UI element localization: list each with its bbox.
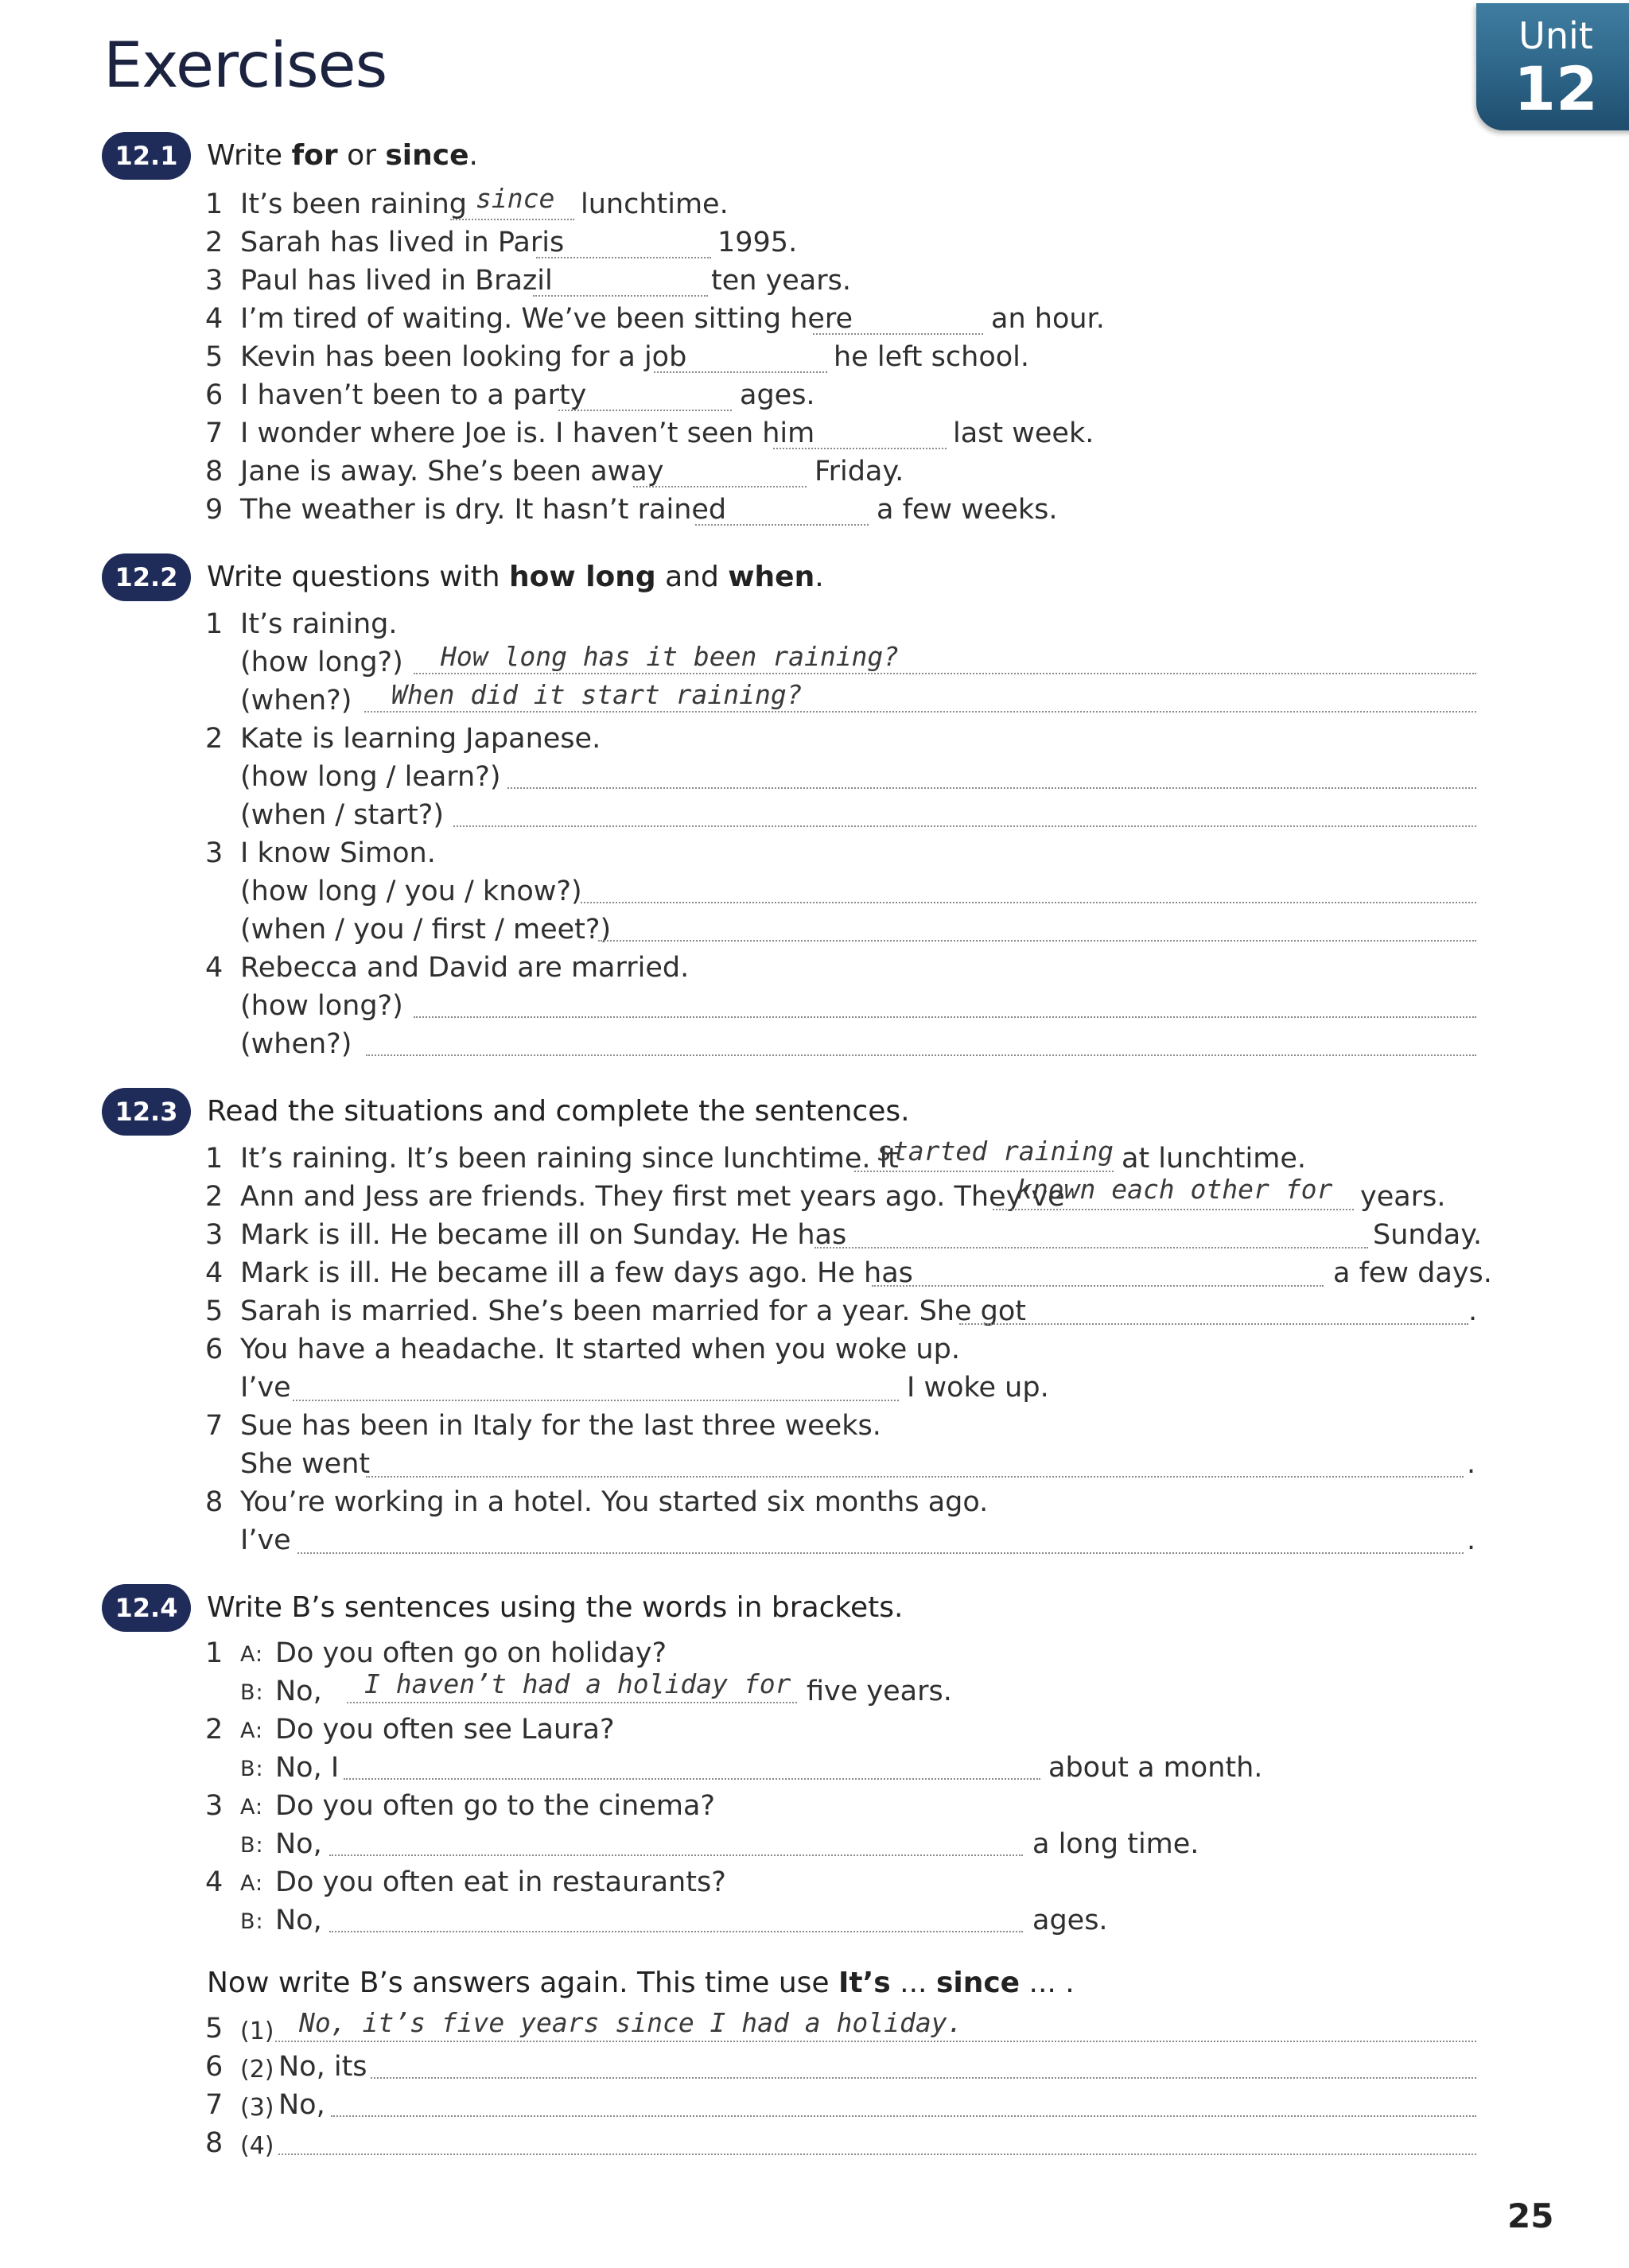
question-prompt: (when / you / first / meet?) bbox=[240, 914, 612, 946]
answer-blank[interactable] bbox=[275, 2041, 1476, 2042]
item-text: 1995. bbox=[717, 227, 798, 258]
answer-blank[interactable] bbox=[533, 295, 708, 297]
dialogue-b: a long time. bbox=[1032, 1828, 1199, 1860]
item-statement: Kate is learning Japanese. bbox=[240, 723, 601, 755]
sub-instruction: Now write B’s answers again. This time use It’s ... since ... . bbox=[207, 1967, 1075, 1999]
handwritten-answer: I haven’t had a holiday for bbox=[364, 1668, 791, 1699]
item-text: years. bbox=[1360, 1181, 1446, 1213]
item-text: . bbox=[1468, 1295, 1478, 1327]
dialogue-b: five years. bbox=[807, 1676, 952, 1707]
item-text: You have a headache. It started when you woke up. bbox=[240, 1334, 960, 1365]
item-text: I woke up. bbox=[907, 1372, 1049, 1404]
item-text: I’ve bbox=[240, 1524, 291, 1556]
answer-blank[interactable] bbox=[364, 711, 1476, 713]
exercise-instruction: Write B’s sentences using the words in brackets. bbox=[207, 1591, 904, 1624]
answer-blank[interactable] bbox=[598, 940, 1476, 942]
answer-blank[interactable] bbox=[366, 1476, 1464, 1478]
answer-blank[interactable] bbox=[366, 1054, 1476, 1056]
item-number: 4 bbox=[205, 303, 224, 335]
answer-blank[interactable] bbox=[329, 1931, 1023, 1932]
item-number: 9 bbox=[205, 494, 224, 526]
answer-blank[interactable] bbox=[453, 825, 1476, 827]
dialogue-b: No, bbox=[275, 1676, 322, 1707]
page-title: Exercises bbox=[103, 30, 387, 102]
handwritten-answer: started raining bbox=[877, 1136, 1114, 1167]
speaker-b: B: bbox=[240, 1909, 264, 1934]
dialogue-b: about a month. bbox=[1048, 1752, 1263, 1784]
item-text: Friday. bbox=[814, 456, 904, 487]
question-prompt: (how long?) bbox=[240, 647, 403, 678]
dialogue-b: No, bbox=[275, 1828, 322, 1860]
item-number: 3 bbox=[205, 1790, 224, 1822]
speaker-a: A: bbox=[240, 1642, 264, 1667]
item-number: 1 bbox=[205, 188, 224, 220]
handwritten-answer: When did it start raining? bbox=[391, 679, 803, 710]
item-text: Ann and Jess are friends. They first met years ago. They’ve bbox=[240, 1181, 1065, 1213]
item-number: 7 bbox=[205, 2089, 224, 2121]
unit-number: 12 bbox=[1514, 53, 1598, 124]
answer-blank[interactable] bbox=[654, 371, 827, 373]
speaker-a: A: bbox=[240, 1718, 264, 1743]
answer-blank[interactable] bbox=[507, 787, 1476, 789]
item-text: I’m tired of waiting. We’ve been sitting here bbox=[240, 303, 853, 335]
item-text: Sarah is married. She’s been married for a year. She got bbox=[240, 1295, 1026, 1327]
item-number: 3 bbox=[205, 265, 224, 297]
item-text: Jane is away. She’s been away bbox=[240, 456, 664, 487]
answer-lead: No, its bbox=[278, 2051, 367, 2083]
item-text: Sunday. bbox=[1373, 1219, 1483, 1251]
answer-blank[interactable] bbox=[581, 902, 1476, 903]
answer-blank[interactable] bbox=[414, 1016, 1476, 1018]
answer-blank[interactable] bbox=[371, 2077, 1476, 2079]
item-number: 2 bbox=[205, 227, 224, 258]
dialogue-a: Do you often see Laura? bbox=[275, 1714, 615, 1746]
item-number: 7 bbox=[205, 1410, 224, 1442]
answer-blank[interactable] bbox=[695, 524, 869, 526]
answer-blank[interactable] bbox=[773, 448, 947, 449]
answer-ref: (2) bbox=[240, 2056, 274, 2084]
answer-lead: No, bbox=[278, 2089, 325, 2121]
item-text: Sue has been in Italy for the last three weeks. bbox=[240, 1410, 881, 1442]
item-number: 1 bbox=[205, 608, 224, 640]
handwritten-answer: How long has it been raining? bbox=[441, 641, 900, 672]
item-number: 8 bbox=[205, 456, 224, 487]
answer-blank[interactable] bbox=[297, 1552, 1464, 1554]
answer-blank[interactable] bbox=[814, 1247, 1368, 1249]
item-text: ten years. bbox=[711, 265, 852, 297]
item-text: at lunchtime. bbox=[1122, 1143, 1307, 1175]
item-number: 4 bbox=[205, 1257, 224, 1289]
item-number: 1 bbox=[205, 1637, 224, 1669]
exercise-instruction: Write for or since. bbox=[207, 139, 478, 172]
item-number: 6 bbox=[205, 1334, 224, 1365]
answer-blank[interactable] bbox=[633, 486, 807, 487]
item-number: 5 bbox=[205, 2013, 224, 2045]
speaker-b: B: bbox=[240, 1833, 264, 1858]
answer-blank[interactable] bbox=[993, 1209, 1354, 1210]
speaker-a: A: bbox=[240, 1795, 264, 1819]
item-text: I haven’t been to a party bbox=[240, 379, 587, 411]
item-text: Sarah has lived in Paris bbox=[240, 227, 565, 258]
dialogue-a: Do you often go to the cinema? bbox=[275, 1790, 715, 1822]
item-number: 7 bbox=[205, 417, 224, 449]
answer-blank[interactable] bbox=[558, 410, 732, 411]
exercise-badge: 12.2 bbox=[102, 553, 191, 601]
item-text: It’s raining. It’s been raining since lunchtime. It bbox=[240, 1143, 899, 1175]
item-text: I’ve bbox=[240, 1372, 291, 1404]
item-text: . bbox=[1467, 1448, 1476, 1480]
answer-blank[interactable] bbox=[329, 1854, 1023, 1856]
handwritten-answer: known each other for bbox=[1017, 1174, 1333, 1205]
item-statement: It’s raining. bbox=[240, 608, 398, 640]
unit-tab bbox=[1476, 3, 1629, 130]
item-text: It’s been raining bbox=[240, 188, 467, 220]
answer-blank[interactable] bbox=[293, 1400, 899, 1401]
exercise-badge: 12.4 bbox=[102, 1584, 191, 1632]
item-text: Mark is ill. He became ill on Sunday. He has bbox=[240, 1219, 847, 1251]
dialogue-a: Do you often go on holiday? bbox=[275, 1637, 667, 1669]
page-number: 25 bbox=[1507, 2196, 1554, 2235]
item-text: The weather is dry. It hasn’t rained bbox=[240, 494, 727, 526]
answer-blank[interactable] bbox=[854, 1171, 1114, 1172]
question-prompt: (how long / learn?) bbox=[240, 761, 501, 793]
answer-blank[interactable] bbox=[347, 1702, 797, 1703]
item-number: 4 bbox=[205, 952, 224, 984]
item-statement: I know Simon. bbox=[240, 837, 436, 869]
item-text: You’re working in a hotel. You started six months ago. bbox=[240, 1486, 989, 1518]
item-number: 6 bbox=[205, 379, 224, 411]
dialogue-b: No, I bbox=[275, 1752, 340, 1784]
question-prompt: (when?) bbox=[240, 685, 352, 717]
item-number: 8 bbox=[205, 2127, 224, 2159]
answer-blank[interactable] bbox=[344, 1778, 1040, 1780]
exercise-badge: 12.3 bbox=[102, 1088, 191, 1136]
item-text: last week. bbox=[953, 417, 1094, 449]
answer-blank[interactable] bbox=[450, 219, 574, 220]
handwritten-answer: No, it’s five years since I had a holiday. bbox=[299, 2007, 963, 2038]
unit-label: Unit bbox=[1518, 14, 1593, 57]
dialogue-b: ages. bbox=[1032, 1905, 1108, 1936]
answer-blank[interactable] bbox=[872, 1285, 1324, 1287]
item-statement: Rebecca and David are married. bbox=[240, 952, 690, 984]
item-text: ages. bbox=[740, 379, 815, 411]
item-number: 6 bbox=[205, 2051, 224, 2083]
speaker-b: B: bbox=[240, 1680, 264, 1705]
dialogue-a: Do you often eat in restaurants? bbox=[275, 1866, 726, 1898]
answer-blank[interactable] bbox=[536, 257, 711, 258]
exercise-badge: 12.1 bbox=[102, 132, 191, 180]
item-text: a few days. bbox=[1333, 1257, 1492, 1289]
item-number: 4 bbox=[205, 1866, 224, 1898]
item-text: Kevin has been looking for a job bbox=[240, 341, 687, 373]
item-text: he left school. bbox=[834, 341, 1029, 373]
item-text: Mark is ill. He became ill a few days ago. He has bbox=[240, 1257, 913, 1289]
handwritten-answer: since bbox=[476, 183, 555, 214]
item-text: an hour. bbox=[991, 303, 1105, 335]
item-text: . bbox=[1467, 1524, 1476, 1556]
speaker-b: B: bbox=[240, 1757, 264, 1781]
item-number: 2 bbox=[205, 1181, 224, 1213]
item-text: Paul has lived in Brazil bbox=[240, 265, 553, 297]
answer-blank[interactable] bbox=[278, 2153, 1476, 2155]
item-text: I wonder where Joe is. I haven’t seen him bbox=[240, 417, 815, 449]
question-prompt: (when / start?) bbox=[240, 799, 444, 831]
answer-blank[interactable] bbox=[414, 673, 1476, 674]
item-number: 5 bbox=[205, 341, 224, 373]
question-prompt: (when?) bbox=[240, 1028, 352, 1060]
item-number: 3 bbox=[205, 837, 224, 869]
item-number: 5 bbox=[205, 1295, 224, 1327]
item-number: 3 bbox=[205, 1219, 224, 1251]
item-number: 1 bbox=[205, 1143, 224, 1175]
question-prompt: (how long?) bbox=[240, 990, 403, 1022]
exercise-instruction: Write questions with how long and when. bbox=[207, 561, 824, 593]
answer-ref: (3) bbox=[240, 2094, 274, 2122]
item-text: a few weeks. bbox=[877, 494, 1058, 526]
answer-ref: (1) bbox=[240, 2018, 274, 2045]
answer-blank[interactable] bbox=[813, 333, 983, 335]
item-number: 2 bbox=[205, 1714, 224, 1746]
item-text: She went bbox=[240, 1448, 371, 1480]
item-text: lunchtime. bbox=[581, 188, 729, 220]
dialogue-b: No, bbox=[275, 1905, 322, 1936]
answer-blank[interactable] bbox=[331, 2115, 1476, 2117]
answer-ref: (4) bbox=[240, 2132, 274, 2160]
exercise-instruction: Read the situations and complete the sentences. bbox=[207, 1095, 910, 1128]
item-number: 8 bbox=[205, 1486, 224, 1518]
item-number: 2 bbox=[205, 723, 224, 755]
speaker-a: A: bbox=[240, 1871, 264, 1896]
question-prompt: (how long / you / know?) bbox=[240, 876, 582, 907]
answer-blank[interactable] bbox=[959, 1323, 1468, 1325]
